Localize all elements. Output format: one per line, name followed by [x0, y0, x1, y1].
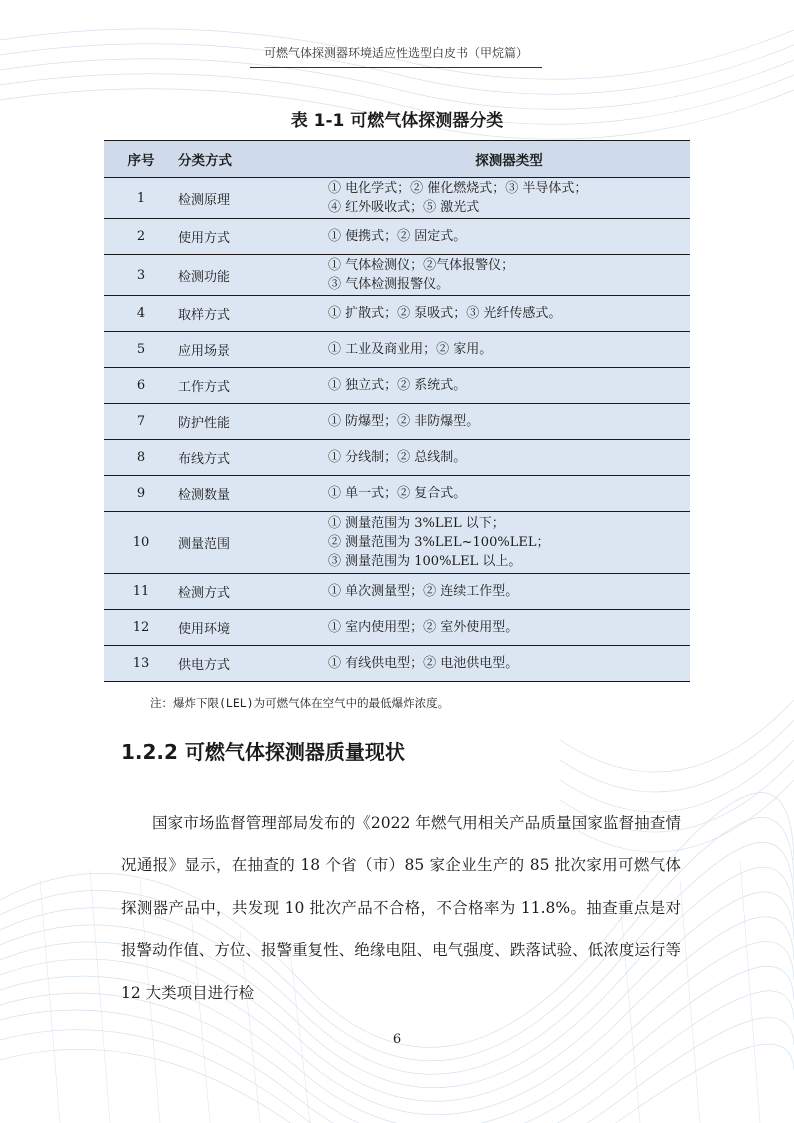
row-method: 工作方式 [178, 368, 328, 404]
row-types [328, 404, 690, 440]
row-method: 布线方式 [178, 440, 328, 476]
row-type-line: ① 测量范围为 3%LEL 以下； [328, 516, 505, 531]
body-paragraph: 国家市场监督管理部局发布的《2022 年燃气用相关产品质量国家监督抽查情况通报》显示，在抽查的 18 个省（市）85 家企业生产的 85 批次家用可燃气体探测器产品中，共发现 10 批次产品不合格，不合格率为 11.8%。抽查重点是对报警动作值、方位、报警重复性、绝缘电阻、电气强度、跌落试验、低浓度运行等 12 大类项目进行检 [121, 813, 681, 1002]
row-method: 检测数量 [178, 476, 328, 512]
row-method: 应用场景 [178, 332, 328, 368]
row-type-line: ④ 红外吸收式；⑤ 激光式 [328, 200, 480, 215]
table-row [104, 440, 690, 476]
row-number: 8 [104, 440, 178, 476]
table-row [104, 332, 690, 368]
row-types [328, 610, 690, 646]
row-method: 检测原理 [178, 178, 328, 219]
row-type-line: ① 工业及商业用；② 家用。 [328, 342, 493, 357]
row-number: 7 [104, 404, 178, 440]
row-type-line: ① 单一式；② 复合式。 [328, 486, 467, 501]
row-type-line: ② 测量范围为 3%LEL~100%LEL； [328, 535, 550, 550]
column-header-types: 探测器类型 [328, 141, 690, 178]
row-method: 检测方式 [178, 574, 328, 610]
column-header-method: 分类方式 [178, 141, 328, 178]
row-type-line: ① 分线制；② 总线制。 [328, 450, 467, 465]
section-heading: 1.2.2 可燃气体探测器质量现状 [121, 740, 405, 764]
row-method: 检测功能 [178, 255, 328, 296]
row-number: 6 [104, 368, 178, 404]
row-type-line: ① 气体检测仪；②气体报警仪； [328, 258, 515, 273]
row-method: 取样方式 [178, 296, 328, 332]
row-types [328, 440, 690, 476]
row-types [328, 368, 690, 404]
row-number: 4 [104, 296, 178, 332]
row-type-line: ① 室内使用型；② 室外使用型。 [328, 620, 519, 635]
row-method: 供电方式 [178, 646, 328, 682]
table-row [104, 255, 690, 296]
row-method: 使用方式 [178, 219, 328, 255]
row-number: 3 [104, 255, 178, 296]
table-row [104, 296, 690, 332]
row-types [328, 178, 690, 219]
page-number: 6 [392, 1032, 402, 1047]
row-types [328, 219, 690, 255]
row-number: 13 [104, 646, 178, 682]
row-method: 防护性能 [178, 404, 328, 440]
row-type-line: ① 单次测量型；② 连续工作型。 [328, 584, 519, 599]
row-number: 1 [104, 178, 178, 219]
row-type-line: ① 电化学式；② 催化燃烧式；③ 半导体式； [328, 181, 588, 196]
classification-table [104, 140, 690, 682]
row-types [328, 646, 690, 682]
table-row [104, 368, 690, 404]
table-row [104, 646, 690, 682]
row-number: 10 [104, 512, 178, 574]
table-row [104, 178, 690, 219]
table-header-row [104, 141, 690, 178]
row-type-line: ① 便携式；② 固定式。 [328, 229, 467, 244]
row-method: 使用环境 [178, 610, 328, 646]
row-types [328, 332, 690, 368]
header-rule [250, 67, 542, 68]
column-header-number: 序号 [104, 141, 178, 178]
row-type-line: ① 防爆型；② 非防爆型。 [328, 414, 480, 429]
row-type-line: ③ 气体检测报警仪。 [328, 277, 450, 292]
table-row [104, 512, 690, 574]
row-number: 11 [104, 574, 178, 610]
row-number: 2 [104, 219, 178, 255]
row-method: 测量范围 [178, 512, 328, 574]
row-type-line: ① 有线供电型；② 电池供电型。 [328, 656, 519, 671]
row-number: 9 [104, 476, 178, 512]
running-header: 可燃气体探测器环境适应性选型白皮书（甲烷篇） [263, 46, 528, 60]
row-type-line: ① 独立式；② 系统式。 [328, 378, 467, 393]
row-number: 5 [104, 332, 178, 368]
row-number: 12 [104, 610, 178, 646]
table-caption: 表 1-1 可燃气体探测器分类 [290, 111, 504, 131]
row-types [328, 476, 690, 512]
row-types [328, 512, 690, 574]
row-type-line: ③ 测量范围为 100%LEL 以上。 [328, 554, 522, 569]
table-row [104, 219, 690, 255]
row-types [328, 255, 690, 296]
row-types [328, 296, 690, 332]
row-type-line: ① 扩散式；② 泵吸式；③ 光纤传感式。 [328, 306, 562, 321]
table-row [104, 476, 690, 512]
row-types [328, 574, 690, 610]
table-row [104, 404, 690, 440]
table-row [104, 610, 690, 646]
table-row [104, 574, 690, 610]
table-footnote: 注：爆炸下限(LEL)为可燃气体在空气中的最低爆炸浓度。 [150, 696, 450, 710]
